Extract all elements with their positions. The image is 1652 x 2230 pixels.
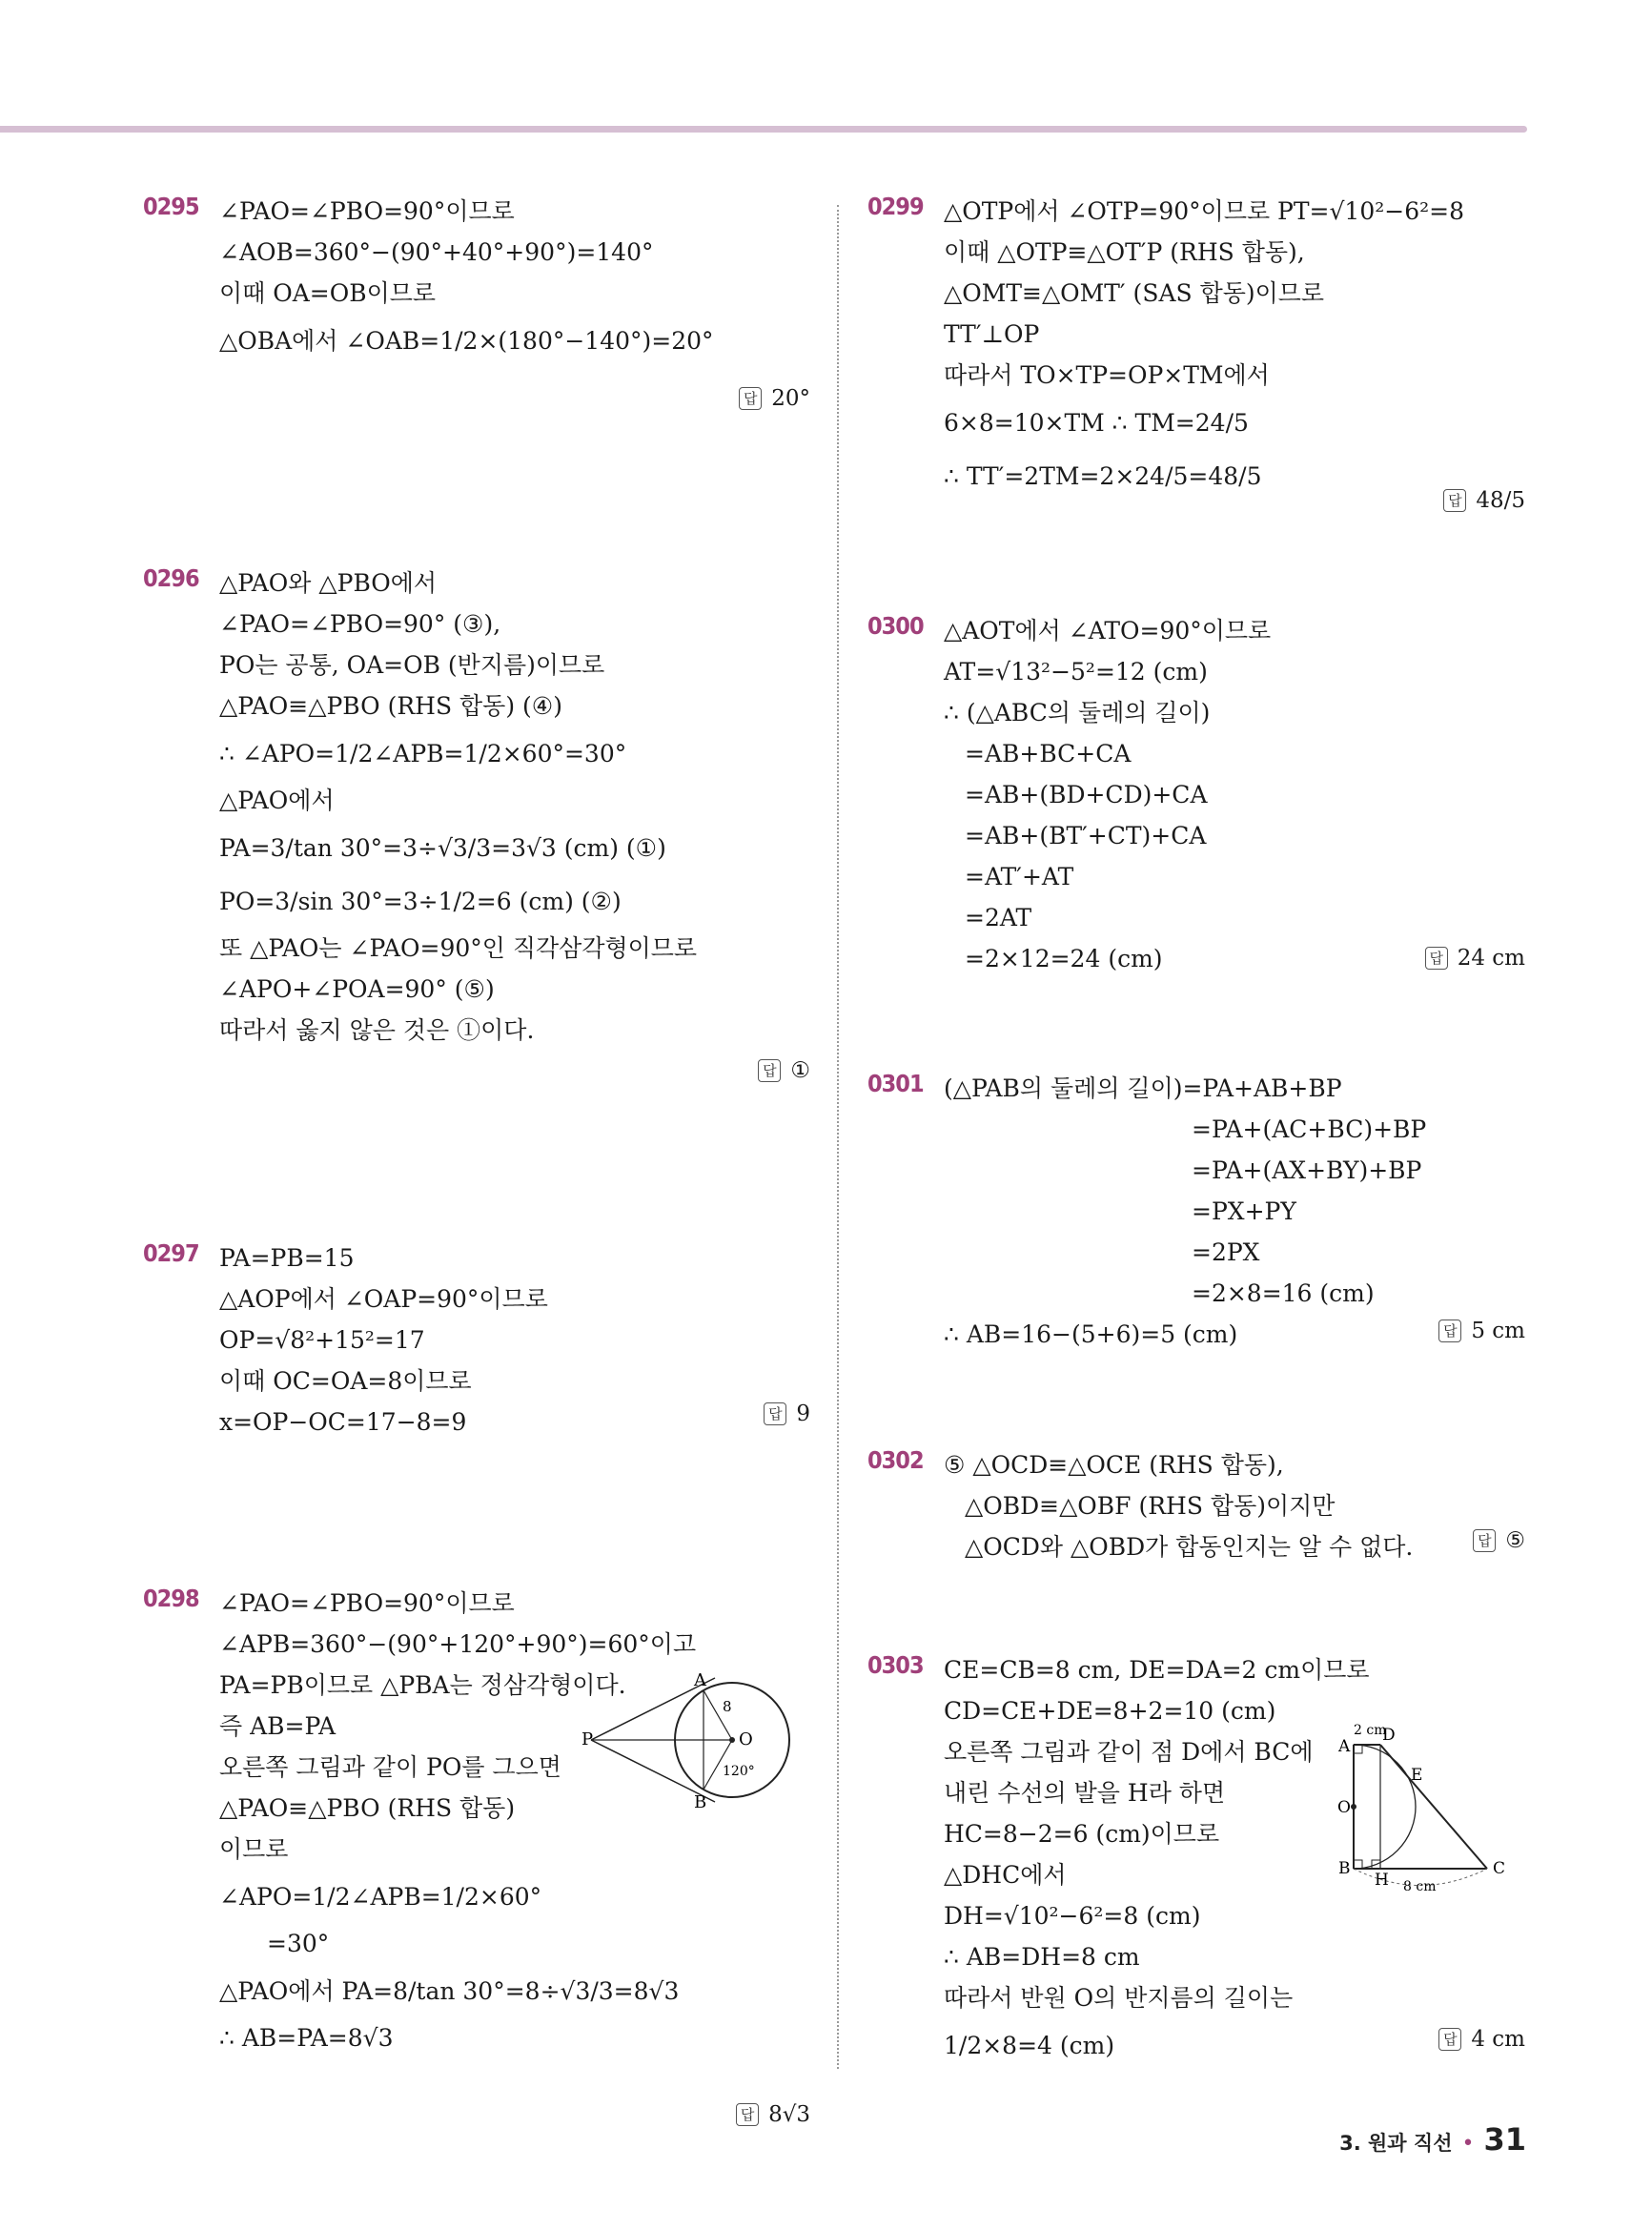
- solution-line: △OBD≡△OBF (RHS 합동)이지만: [965, 1492, 1336, 1520]
- right-angle-a: [1354, 1745, 1362, 1753]
- solution-line: 내린 수선의 발을 H라 하면: [944, 1779, 1226, 1807]
- solution-line: x=OP−OC=17−8=9: [219, 1408, 467, 1436]
- solution-line: ∠AOB=360°−(90°+40°+90°)=140°: [219, 238, 654, 266]
- label-a: A: [1338, 1737, 1351, 1756]
- solution-line: ∠APO+∠POA=90° (⑤): [219, 975, 495, 1003]
- solution-line: PO는 공통, OA=OB (반지름)이므로: [219, 651, 605, 679]
- answer-value: 48/5: [1476, 488, 1525, 513]
- solution-line: ∠APB=360°−(90°+120°+90°)=60°이고: [219, 1630, 697, 1658]
- solution-line: △OBA에서 ∠OAB=1/2×(180°−140°)=20°: [219, 326, 714, 355]
- problem-number: 0303: [867, 1651, 924, 1679]
- solution-line: ⑤ △OCD≡△OCE (RHS 합동),: [944, 1451, 1284, 1479]
- center-point: [729, 1737, 735, 1743]
- solution-line: 따라서 TO×TP=OP×TM에서: [944, 361, 1270, 389]
- answer: [1473, 1528, 1525, 1553]
- solution-line: ∴ TT′=2TM=2×24/5=48/5: [944, 461, 1262, 490]
- problem-number: 0300: [867, 612, 924, 640]
- problem-number: 0302: [867, 1446, 924, 1474]
- answer-mark-icon: 답: [1473, 1529, 1496, 1552]
- solution-line: ∴ ∠APO=1/2∠APB=1/2×60°=30°: [219, 739, 627, 767]
- label-b: B: [1338, 1859, 1351, 1878]
- answer-value: 9: [796, 1401, 810, 1426]
- answer-mark-icon: 답: [1425, 947, 1448, 970]
- solution-line: DH=√10²−6²=8 (cm): [944, 1902, 1201, 1930]
- answer-value: 24 cm: [1457, 946, 1525, 971]
- chapter-title: 3. 원과 직선: [1339, 2132, 1453, 2155]
- side-dc: [1380, 1745, 1487, 1869]
- semicircle-arc: [1354, 1745, 1416, 1869]
- label-b: B: [694, 1792, 707, 1811]
- label-a: A: [694, 1670, 706, 1690]
- solution-line: △AOP에서 ∠OAP=90°이므로: [219, 1285, 548, 1313]
- solution-line: 6×8=10×TM ∴ TM=24/5: [944, 408, 1249, 437]
- label-o: O: [1337, 1798, 1351, 1817]
- bullet-icon: •: [1461, 2132, 1475, 2156]
- label-p: P: [581, 1729, 594, 1749]
- solution-line: ∴ AB=16−(5+6)=5 (cm): [944, 1320, 1238, 1348]
- label-h: H: [1375, 1871, 1389, 1890]
- tangent-circle-figure: [581, 1668, 801, 1811]
- answer: [1443, 488, 1525, 513]
- solution-line: =AB+(BT′+CT)+CA: [965, 822, 1207, 849]
- solution-line: 오른쪽 그림과 같이 점 D에서 BC에: [944, 1738, 1314, 1766]
- solution-line: PO=3/sin 30°=3÷1/2=6 (cm) (②): [219, 887, 622, 915]
- problem-number: 0299: [867, 193, 924, 220]
- label-d: D: [1382, 1726, 1396, 1745]
- header-bar: [0, 126, 1527, 133]
- solution-line: △PAO≡△PBO (RHS 합동): [219, 1794, 516, 1822]
- label-c: C: [1493, 1859, 1506, 1878]
- label-o: O: [739, 1729, 753, 1749]
- problem-number: 0298: [143, 1585, 199, 1612]
- label-angle: 120°: [723, 1764, 755, 1779]
- answer-value: 8√3: [768, 2102, 810, 2127]
- solution-line: △OMT≡△OMT′ (SAS 합동)이므로: [944, 279, 1325, 307]
- solution-line: =AB+(BD+CD)+CA: [965, 781, 1208, 808]
- solution-line: =30°: [267, 1930, 330, 1957]
- problem-number: 0295: [143, 193, 199, 220]
- solution-line: =2AT: [965, 904, 1032, 931]
- solution-line: △OCD와 △OBD가 합동인지는 알 수 없다.: [965, 1533, 1414, 1561]
- page-number: 31: [1483, 2121, 1526, 2158]
- label-2cm: 2 cm: [1354, 1723, 1387, 1738]
- label-e: E: [1411, 1766, 1423, 1785]
- column-divider: [837, 205, 839, 2069]
- problem-number: 0296: [143, 564, 199, 592]
- solution-line: =2×8=16 (cm): [1192, 1279, 1375, 1307]
- answer-mark-icon: 답: [736, 2103, 759, 2126]
- answer-value: ⑤: [1505, 1528, 1525, 1553]
- problem-number: 0297: [143, 1239, 199, 1267]
- answer-mark-icon: 답: [1443, 489, 1466, 512]
- solution-line: =2×12=24 (cm): [965, 945, 1163, 972]
- right-angle-b: [1354, 1860, 1362, 1869]
- solution-line: △OTP에서 ∠OTP=90°이므로 PT=√10²−6²=8: [944, 197, 1464, 225]
- solution-line: △PAO에서 PA=8/tan 30°=8÷√3/3=8√3: [219, 1976, 680, 2005]
- label-8cm: 8 cm: [1403, 1879, 1437, 1892]
- solution-line: △DHC에서: [944, 1861, 1067, 1889]
- answer: [1438, 2027, 1525, 2052]
- answer-value: ①: [790, 1058, 810, 1083]
- answer-value: 5 cm: [1471, 1319, 1525, 1343]
- solution-line: HC=8−2=6 (cm)이므로: [944, 1820, 1220, 1848]
- solution-line: PA=3/tan 30°=3÷√3/3=3√3 (cm) (①): [219, 833, 666, 862]
- solution-line: AT=√13²−5²=12 (cm): [944, 658, 1208, 685]
- solution-line: =PA+(AC+BC)+BP: [1192, 1115, 1427, 1143]
- answer: [736, 2102, 810, 2127]
- page-footer: [1339, 2121, 1526, 2158]
- solution-line: 이때 OC=OA=8이므로: [219, 1367, 472, 1395]
- solution-line: =AT′+AT: [965, 863, 1074, 890]
- answer: [1438, 1319, 1525, 1343]
- answer: [758, 1058, 810, 1083]
- answer-mark-icon: 답: [758, 1059, 781, 1082]
- problem-number: 0301: [867, 1070, 924, 1097]
- solution-line: 즉 AB=PA: [219, 1712, 337, 1740]
- solution-line: ∠APO=1/2∠APB=1/2×60°: [219, 1882, 542, 1911]
- answer-value: 20°: [771, 386, 810, 411]
- answer: [739, 386, 810, 411]
- answer: [764, 1401, 810, 1426]
- solution-line: 1/2×8=4 (cm): [944, 2031, 1115, 2059]
- solution-line: 따라서 옳지 않은 것은 ①이다.: [219, 1016, 535, 1044]
- solution-line: 또 △PAO는 ∠PAO=90°인 직각삼각형이므로: [219, 934, 698, 962]
- solution-line: 이때 OA=OB이므로: [219, 279, 437, 307]
- solution-line: ∴ AB=PA=8√3: [219, 2024, 394, 2052]
- solution-line: PA=PB이므로 △PBA는 정삼각형이다.: [219, 1671, 626, 1699]
- solution-line: =AB+BC+CA: [965, 740, 1132, 767]
- solution-line: CE=CB=8 cm, DE=DA=2 cm이므로: [944, 1656, 1370, 1684]
- solution-line: TT′⊥OP: [944, 320, 1040, 348]
- answer-mark-icon: 답: [1438, 2028, 1461, 2051]
- solution-line: ∠PAO=∠PBO=90° (③),: [219, 610, 501, 638]
- label-radius: 8: [723, 1698, 732, 1715]
- solution-line: △PAO에서: [219, 787, 335, 814]
- solution-line: △PAO와 △PBO에서: [219, 569, 438, 597]
- answer-mark-icon: 답: [1438, 1320, 1461, 1342]
- trapezoid-semicircle-figure: [1335, 1721, 1525, 1892]
- solution-line: 이므로: [219, 1835, 289, 1863]
- answer-mark-icon: 답: [764, 1402, 786, 1425]
- solution-line: ∠PAO=∠PBO=90°이므로: [219, 1589, 515, 1617]
- solution-line: ∴ AB=DH=8 cm: [944, 1943, 1140, 1971]
- answer-value: 4 cm: [1471, 2027, 1525, 2052]
- solution-line: PA=PB=15: [219, 1244, 355, 1272]
- solution-line: (△PAB의 둘레의 길이)=PA+AB+BP: [944, 1074, 1342, 1102]
- solution-line: =PX+PY: [1192, 1197, 1296, 1225]
- solution-line: △AOT에서 ∠ATO=90°이므로: [944, 617, 1272, 644]
- solution-line: ∠PAO=∠PBO=90°이므로: [219, 197, 515, 225]
- solution-line: △PAO≡△PBO (RHS 합동) (④): [219, 692, 562, 720]
- solution-line: OP=√8²+15²=17: [219, 1326, 425, 1354]
- answer-mark-icon: 답: [739, 387, 762, 410]
- center-point: [1351, 1804, 1356, 1810]
- answer: [1425, 946, 1525, 971]
- solution-line: =2PX: [1192, 1238, 1260, 1266]
- solution-line: 오른쪽 그림과 같이 PO를 그으면: [219, 1753, 561, 1781]
- solution-line: =PA+(AX+BY)+BP: [1192, 1156, 1422, 1184]
- solution-line: 이때 △OTP≡△OT′P (RHS 합동),: [944, 238, 1305, 266]
- solution-line: 따라서 반원 O의 반지름의 길이는: [944, 1984, 1294, 2012]
- solution-line: ∴ (△ABC의 둘레의 길이): [944, 699, 1211, 726]
- solution-line: CD=CE+DE=8+2=10 (cm): [944, 1697, 1276, 1725]
